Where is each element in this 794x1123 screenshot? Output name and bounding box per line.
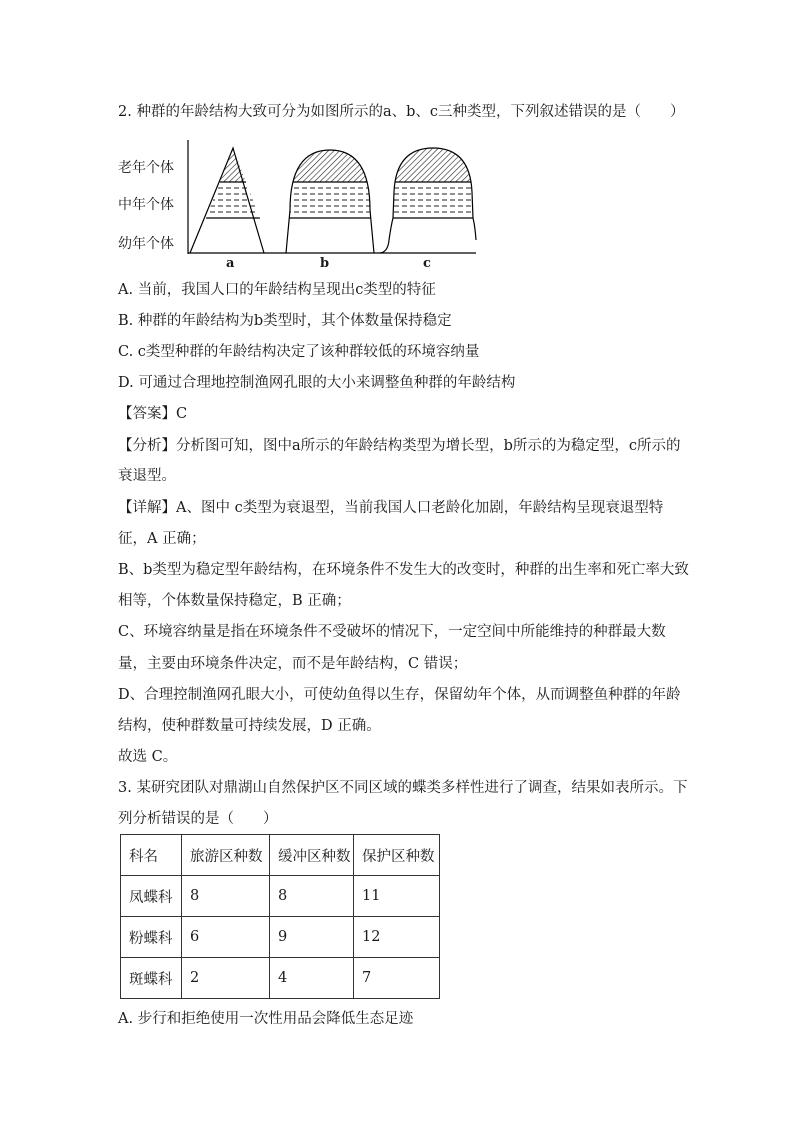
header-tourist: 旅游区种数 bbox=[182, 835, 270, 876]
detail-line-6: 量，主要由环境条件决定，而不是年龄结构，C 错误； bbox=[118, 656, 468, 672]
detail-line-7: D、合理控制渔网孔眼大小，可使幼鱼得以生存，保留幼年个体，从而调整鱼种群的年龄 bbox=[118, 687, 681, 703]
table-cell: 凤蝶科 bbox=[121, 876, 182, 917]
analysis-line-2: 衰退型。 bbox=[118, 468, 176, 484]
question-2-stem: 2. 种群的年龄结构大致可分为如图所示的a、b、c三种类型，下列叙述错误的是（ ） bbox=[118, 104, 685, 120]
table-cell: 8 bbox=[270, 876, 354, 917]
table-cell: 粉蝶科 bbox=[121, 917, 182, 958]
x-label-c: c bbox=[423, 256, 431, 271]
table-cell: 斑蝶科 bbox=[121, 958, 182, 999]
analysis-line-1: 【分析】分析图可知，图中a所示的年龄结构类型为增长型，b所示的为稳定型，c所示的 bbox=[118, 438, 681, 454]
option-d: D. 可通过合理地控制渔网孔眼的大小来调整鱼种群的年龄结构 bbox=[118, 375, 516, 391]
detail-line-1: 【详解】A、图中 c类型为衰退型，当前我国人口老龄化加剧，年龄结构呈现衰退型特 bbox=[118, 500, 664, 516]
table-cell: 8 bbox=[182, 876, 270, 917]
pyramid-b bbox=[278, 140, 378, 218]
table-header-row bbox=[121, 835, 440, 876]
table-cell: 4 bbox=[270, 958, 354, 999]
x-label-a: a bbox=[226, 256, 235, 271]
table-row bbox=[121, 876, 440, 917]
detail-line-2: 征，A 正确； bbox=[118, 531, 206, 547]
conclusion: 故选 C。 bbox=[118, 749, 178, 765]
y-label-middle: 中年个体 bbox=[118, 197, 174, 213]
option-b: B. 种群的年龄结构为b类型时，其个体数量保持稳定 bbox=[118, 313, 452, 329]
question-3-option-a: A. 步行和拒绝使用一次性用品会降低生态足迹 bbox=[118, 1011, 414, 1027]
header-buffer: 缓冲区种数 bbox=[270, 835, 354, 876]
answer: 【答案】C bbox=[118, 406, 188, 422]
x-label-b: b bbox=[320, 256, 330, 271]
header-reserve: 保护区种数 bbox=[354, 835, 440, 876]
option-c: C. c类型种群的年龄结构决定了该种群较低的环境容纳量 bbox=[118, 344, 480, 360]
question-3-stem-line-1: 3. 某研究团队对鼎湖山自然保护区不同区域的蝶类多样性进行了调查，结果如表所示。下 bbox=[118, 780, 688, 796]
question-3-stem-line-2: 列分析错误的是（ ） bbox=[118, 811, 278, 827]
table-cell: 6 bbox=[182, 917, 270, 958]
table-cell: 12 bbox=[354, 917, 440, 958]
table-cell: 11 bbox=[354, 876, 440, 917]
table-cell: 2 bbox=[182, 958, 270, 999]
age-structure-figure bbox=[118, 140, 478, 272]
pyramid-a bbox=[178, 140, 288, 218]
table-row bbox=[121, 917, 440, 958]
table-row bbox=[121, 958, 440, 999]
detail-line-3: B、b类型为稳定型年龄结构，在环境条件不发生大的改变时，种群的出生率和死亡率大致 bbox=[118, 562, 689, 578]
y-label-young: 幼年个体 bbox=[118, 236, 174, 252]
detail-line-4: 相等，个体数量保持稳定，B 正确； bbox=[118, 593, 351, 609]
option-a: A. 当前，我国人口的年龄结构呈现出c类型的特征 bbox=[118, 282, 436, 298]
y-label-old: 老年个体 bbox=[118, 160, 174, 176]
header-family: 科名 bbox=[121, 835, 182, 876]
table-cell: 9 bbox=[270, 917, 354, 958]
detail-line-5: C、环境容纳量是指在环境条件不受破坏的情况下，一定空间中所能维持的种群最大数 bbox=[118, 624, 666, 640]
table-cell: 7 bbox=[354, 958, 440, 999]
butterfly-species-table bbox=[120, 834, 440, 999]
detail-line-8: 结构，使种群数量可持续发展，D 正确。 bbox=[118, 718, 381, 734]
